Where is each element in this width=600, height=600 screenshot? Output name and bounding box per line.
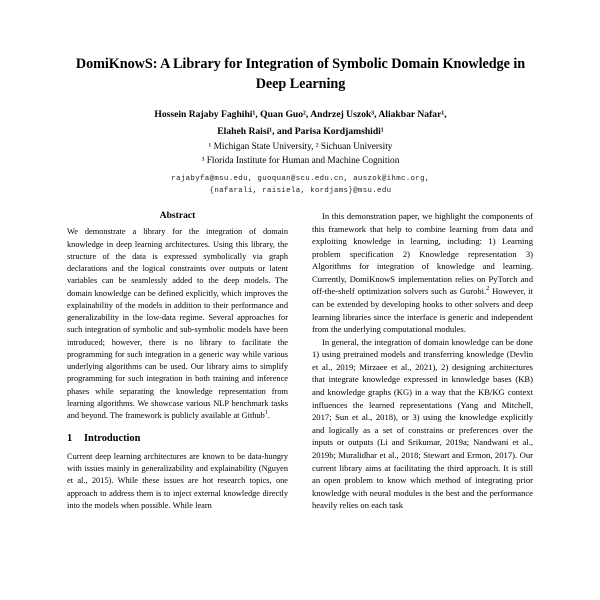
page-title: DomiKnowS: A Library for Integration of Symbolic Domain Knowledge in Deep Learning (75, 56, 526, 92)
abstract-body-text: We demonstrate a library for the integration of domain knowledge in deep learning architectures. Using this library, the structure of the data is expressed symbolically via graph declarations and the logical constraints over outputs or latent variables can be seamlessly added to the deep models. The domain knowledge can be defined explicitly, which improves the explainability of the models in addition to their performance and generalizability in the low-data regime. Several approaches for such integration of symbolic and sub-symbolic models have been introduced; however, there is no library to facilitate the programming for such integration in a generic way while various underlying algorithms can be used. Our library aims to simplify programming for such integration in both training and inference phases while separating the knowledge representation from learning algorithms. We showcase various NLP benchmark tasks and beyond. The framework is publicly available at Github (67, 227, 288, 421)
email-block (67, 174, 534, 198)
right-paragraph-1-part-b: However, it can be extended by developing hooks to other solvers and deep learning libraries since the interface is generic and independent from the underlying computational modules. (312, 286, 534, 335)
section-title: Introduction (84, 433, 141, 445)
right-paragraph-2: In general, the integration of domain knowledge can be done 1) using pretrained models and transferring knowledge (Devlin et al., 2019; Mirzaee et al., 2021), 2) designing architectures that integrate knowledge expressed in knowledge bases (KB) and knowledge graphs (KG) in a way that the KB/KG context influences the learned representations (Yang and Mitchell, 2017; Sun et al., 2018), or 3) using the knowledge explicitly and logically as a set of constrains or preferences over the inputs or outputs (Li and Srikumar, 2019a; Nandwani et al., 2019b; Muralidhar et al., 2018; Stewart and Ermon, 2017). Our current library aims at facilitating the third approach. It is still an open problem to know which method of integrating prior knowledge with neural modules is the best and the performance heavily relies on each task (312, 336, 533, 511)
affiliation-line-1: ¹ Michigan State University, ² Sichuan University (208, 142, 393, 153)
section-heading-introduction (67, 433, 288, 445)
right-paragraph-1 (312, 210, 533, 336)
author-line-2: Elaheh Raisi¹, and Parisa Kordjamshidi¹ (217, 125, 384, 137)
abstract-footnote-marker: 1 (264, 410, 268, 417)
section-number: 1 (67, 433, 73, 445)
email-line-2: {nafarali, raisiela, kordjams}@msu.edu (209, 186, 392, 195)
right-paragraph-1-part-a: In this demonstration paper, we highlight the components of this framework that help to combine learning from data and exploiting knowledge in learning, including: 1) Learning problem specification 2) Knowledge representation 3) Algorithms for integration of knowledge and learning. Currently, DomiKnowS implementation relies on PyTorch and off-the-shelf optimization solvers such as Gurobi. (312, 210, 533, 297)
two-column-body (67, 210, 534, 512)
gurobi-footnote-marker: 2 (486, 286, 490, 293)
intro-paragraph-1: Current deep learning architectures are known to be data-hungry with issues mainly in generalizability and explainability (Nguyen et al., 2015). While these issues are hot research topics, one approach to address them is to inject external knowledge directly into the models when possible. While learn (67, 451, 288, 510)
abstract-paragraph (67, 226, 288, 422)
abstract-text-tail: . (267, 411, 270, 421)
abstract-heading: Abstract (159, 209, 196, 221)
author-line-1: Hossein Rajaby Faghihi¹, Quan Guo², Andrzej Uszok³, Aliakbar Nafar¹, (154, 109, 447, 121)
affiliation-line-2: ³ Florida Institute for Human and Machine Cognition (201, 155, 400, 166)
email-line-1: rajabyfa@msu.edu, guoquan@scu.edu.cn, auszok@ihmc.org, (171, 174, 430, 183)
left-column (67, 210, 288, 512)
right-column (312, 210, 533, 512)
